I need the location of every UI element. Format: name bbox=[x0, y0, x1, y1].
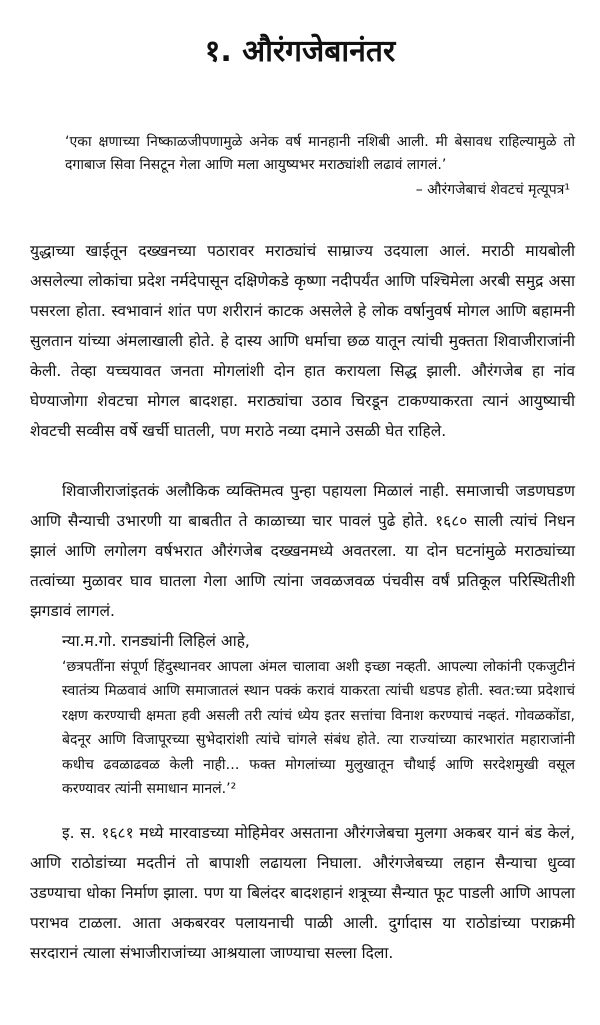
epigraph-attribution: – औरंगजेबाचं शेवटचं मृत्यूपत्र¹ bbox=[415, 182, 570, 198]
chapter-title: १. औरंगजेबानंतर bbox=[204, 34, 396, 69]
block-quote: ‘छत्रपतींना संपूर्ण हिंदुस्थानवर आपला अंमल चालावा अशी इच्छा नव्हती. आपल्या लोकांनी एकजुटीनं स्वातंत्र्य मिळवावं आणि समाजातलं स्थान पक्कं करावं याकरता त्यांची धडपड होती. स्वत:च्या प्रदेशाचं रक्षण करण्याची क्षमता हवी असली तरी त्यांचं ध्येय इतर सत्तांचा विनाश करण्याचं नव्हतं. गोवळकोंडा, बेदनूर आणि विजापूरच्या सुभेदारांशी त्यांचे चांगले संबंध होते. त्या राज्यांच्या कारभारांत महाराजांनी कधीच ढवळाढवळ केली नाही… फक्त मोगलांच्या मुलुखातून चौथाई आणि सरदेशमुखी वसूल करण्यावर त्यांनी समाधान मानलं.’² bbox=[62, 659, 575, 798]
paragraph-3-intro: न्या.म.गो. रानड्यांनी लिहिलं आहे, bbox=[62, 632, 250, 650]
epigraph-quote: ‘एका क्षणाच्या निष्काळजीपणामुळे अनेक वर्ष मानहानी नशिबी आली. मी बेसावध राहिल्यामुळे तो दगाबाज सिवा निसटून गेला आणि मला आयुष्यभर मराठ्यांशी लढावं लागलं.’ bbox=[65, 134, 575, 173]
paragraph-2: शिवाजीराजांइतकं अलौकिक व्यक्तिमत्व पुन्हा पहायला मिळालं नाही. समाजाची जडणघडण आणि सैन्याची उभारणी या बाबतीत ते काळाच्या चार पावलं पुढे होते. १६८० साली त्यांचं निधन झालं आणि लगोलग वर्षभरात औरंगजेब दख्खनमध्ये अवतरला. या दोन घटनांमुळे मराठ्यांच्या तत्वांच्या मुळावर घाव घातला गेला आणि त्यांना जवळजवळ पंचवीस वर्षं प्रतिकूल परिस्थितीशी झगडावं लागलं. bbox=[30, 482, 575, 620]
paragraph-4: इ. स. १६८१ मध्ये मारवाडच्या मोहिमेवर असताना औरंगजेबचा मुलगा अकबर यानं बंड केलं, आणि राठोडांच्या मदतीनं तो बापाशी लढायला निघाला. औरंगजेबच्या लहान सैन्याचा धुव्वा उडण्याचा धोका निर्माण झाला. पण या बिलंदर बादशहानं शत्रूच्या सैन्यात फूट पाडली आणि आपला पराभव टाळला. आता अकबरवर पलायनाची पाळी आली. दुर्गादास या राठोडांच्या पराक्रमी सरदारानं त्याला संभाजीराजांच्या आश्रयाला जाण्याचा सल्ला दिला. bbox=[30, 824, 575, 962]
paragraph-1: युद्धाच्या खाईतून दख्खनच्या पठारावर मराठ्यांचं साम्राज्य उदयाला आलं. मराठी मायबोली असलेल्या लोकांचा प्रदेश नर्मदेपासून दक्षिणेकडे कृष्णा नदीपर्यंत आणि पश्चिमेला अरबी समुद्र असा पसरला होता. स्वभावानं शांत पण शरीरानं काटक असलेले हे लोक वर्षानुवर्ष मोगल आणि बहामनी सुलतान यांच्या अंमलाखाली होते. हे दास्य आणि धर्माचा छळ यातून त्यांची मुक्तता शिवाजीराजांनी केली. तेव्हा यच्चयावत जनता मोगलांशी दोन हात करायला सिद्ध झाली. औरंगजेब हा नांव घेण्याजोगा शेवटचा मोगल बादशहा. मराठ्यांचा उठाव चिरडून टाकण्याकरता त्यानं आयुष्याची शेवटची सव्वीस वर्षे खर्ची घातली, पण मराठे नव्या दमाने उसळी घेत राहिले. bbox=[30, 242, 575, 440]
